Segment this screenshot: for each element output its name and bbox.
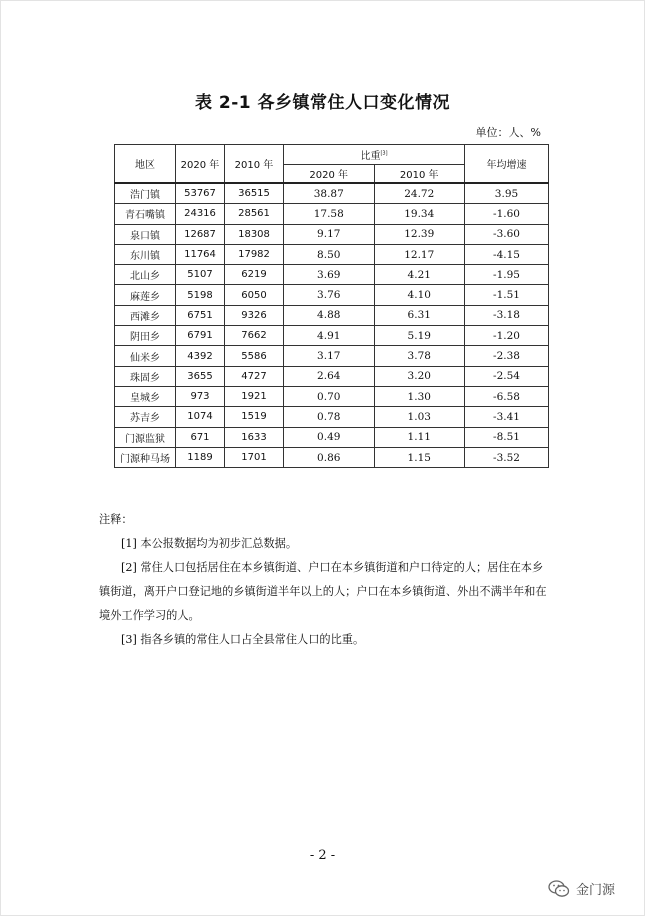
cell-ratio-2020: 9.17 xyxy=(284,224,375,244)
cell-region: 青石嘴镇 xyxy=(115,204,176,224)
cell-growth: -8.51 xyxy=(465,427,549,447)
cell-region: 麻莲乡 xyxy=(115,285,176,305)
cell-region: 门源种马场 xyxy=(115,447,176,467)
cell-region: 苏吉乡 xyxy=(115,407,176,427)
notes xyxy=(99,508,554,652)
table-row xyxy=(115,326,549,346)
table-row xyxy=(115,366,549,386)
cell-pop-2020: 6751 xyxy=(176,305,225,325)
cell-pop-2020: 1189 xyxy=(176,447,225,467)
cell-ratio-2010: 1.30 xyxy=(374,386,465,406)
table-row xyxy=(115,265,549,285)
cell-region: 珠固乡 xyxy=(115,366,176,386)
cell-ratio-2020: 2.64 xyxy=(284,366,375,386)
brand-watermark xyxy=(548,879,615,898)
cell-pop-2020: 973 xyxy=(176,386,225,406)
cell-ratio-2010: 1.03 xyxy=(374,407,465,427)
cell-ratio-2010: 12.39 xyxy=(374,224,465,244)
cell-ratio-2020: 4.91 xyxy=(284,326,375,346)
cell-pop-2020: 24316 xyxy=(176,204,225,224)
note-2: [2] 常住人口包括居住在本乡镇街道、户口在本乡镇街道和户口待定的人；居住在本乡镇街道，离开户口登记地的乡镇街道半年以上的人；户口在本乡镇街道、外出不满半年和在境外工作学习的人。 xyxy=(99,561,547,622)
header-2010: 2010 年 xyxy=(225,145,284,184)
cell-pop-2020: 6791 xyxy=(176,326,225,346)
cell-ratio-2020: 4.88 xyxy=(284,305,375,325)
cell-ratio-2010: 12.17 xyxy=(374,244,465,264)
cell-ratio-2010: 3.78 xyxy=(374,346,465,366)
cell-ratio-2010: 4.21 xyxy=(374,265,465,285)
table-row xyxy=(115,224,549,244)
cell-growth: -3.52 xyxy=(465,447,549,467)
cell-pop-2010: 6219 xyxy=(225,265,284,285)
cell-ratio-2020: 0.78 xyxy=(284,407,375,427)
cell-ratio-2020: 8.50 xyxy=(284,244,375,264)
cell-region: 泉口镇 xyxy=(115,224,176,244)
cell-pop-2010: 9326 xyxy=(225,305,284,325)
population-table xyxy=(114,144,549,468)
cell-ratio-2010: 1.15 xyxy=(374,447,465,467)
cell-growth: -2.38 xyxy=(465,346,549,366)
cell-region: 门源监狱 xyxy=(115,427,176,447)
cell-ratio-2020: 0.86 xyxy=(284,447,375,467)
cell-pop-2020: 5198 xyxy=(176,285,225,305)
cell-pop-2020: 11764 xyxy=(176,244,225,264)
table-body xyxy=(115,183,549,468)
cell-growth: -1.95 xyxy=(465,265,549,285)
header-region: 地区 xyxy=(115,145,176,184)
header-ratio xyxy=(284,145,465,165)
cell-ratio-2020: 38.87 xyxy=(284,183,375,204)
table-row xyxy=(115,407,549,427)
cell-growth: -3.60 xyxy=(465,224,549,244)
cell-growth: -4.15 xyxy=(465,244,549,264)
note-3: [3] 指各乡镇的常住人口占全县常住人口的比重。 xyxy=(121,633,365,646)
table-title: 表 2-1 各乡镇常住人口变化情况 xyxy=(194,93,451,113)
table-row xyxy=(115,244,549,264)
page-number: - 2 - xyxy=(309,848,336,863)
cell-pop-2010: 1519 xyxy=(225,407,284,427)
cell-pop-2010: 28561 xyxy=(225,204,284,224)
cell-region: 阴田乡 xyxy=(115,326,176,346)
cell-ratio-2010: 5.19 xyxy=(374,326,465,346)
cell-ratio-2020: 0.70 xyxy=(284,386,375,406)
notes-label: 注释： xyxy=(99,513,133,526)
header-ratio-label: 比重 xyxy=(360,151,381,162)
cell-pop-2020: 1074 xyxy=(176,407,225,427)
table-row xyxy=(115,386,549,406)
cell-pop-2020: 12687 xyxy=(176,224,225,244)
cell-growth: 3.95 xyxy=(465,183,549,204)
table-row xyxy=(115,204,549,224)
cell-pop-2010: 6050 xyxy=(225,285,284,305)
cell-growth: -1.51 xyxy=(465,285,549,305)
cell-pop-2010: 7662 xyxy=(225,326,284,346)
cell-pop-2010: 36515 xyxy=(225,183,284,204)
cell-region: 仙米乡 xyxy=(115,346,176,366)
cell-ratio-2010: 6.31 xyxy=(374,305,465,325)
header-growth: 年均增速 xyxy=(465,145,549,184)
cell-pop-2020: 5107 xyxy=(176,265,225,285)
table-row xyxy=(115,305,549,325)
cell-ratio-2020: 3.69 xyxy=(284,265,375,285)
cell-pop-2010: 18308 xyxy=(225,224,284,244)
cell-region: 东川镇 xyxy=(115,244,176,264)
cell-growth: -1.60 xyxy=(465,204,549,224)
cell-pop-2020: 671 xyxy=(176,427,225,447)
wechat-icon xyxy=(548,880,570,898)
unit-label: 单位：人、% xyxy=(475,126,541,139)
table-row xyxy=(115,346,549,366)
cell-pop-2020: 4392 xyxy=(176,346,225,366)
cell-growth: -3.41 xyxy=(465,407,549,427)
table-row xyxy=(115,285,549,305)
cell-ratio-2020: 3.17 xyxy=(284,346,375,366)
header-2020: 2020 年 xyxy=(176,145,225,184)
cell-pop-2010: 5586 xyxy=(225,346,284,366)
cell-ratio-2020: 17.58 xyxy=(284,204,375,224)
header-ratio-note: [3] xyxy=(380,150,388,157)
cell-region: 浩门镇 xyxy=(115,183,176,204)
cell-pop-2010: 17982 xyxy=(225,244,284,264)
cell-pop-2020: 3655 xyxy=(176,366,225,386)
cell-growth: -3.18 xyxy=(465,305,549,325)
cell-region: 西滩乡 xyxy=(115,305,176,325)
cell-ratio-2010: 19.34 xyxy=(374,204,465,224)
cell-ratio-2020: 3.76 xyxy=(284,285,375,305)
table-row xyxy=(115,427,549,447)
cell-region: 皇城乡 xyxy=(115,386,176,406)
cell-region: 北山乡 xyxy=(115,265,176,285)
brand-name: 金门源 xyxy=(576,883,616,898)
cell-ratio-2020: 0.49 xyxy=(284,427,375,447)
cell-ratio-2010: 24.72 xyxy=(374,183,465,204)
cell-ratio-2010: 4.10 xyxy=(374,285,465,305)
cell-pop-2010: 1921 xyxy=(225,386,284,406)
cell-growth: -1.20 xyxy=(465,326,549,346)
cell-growth: -2.54 xyxy=(465,366,549,386)
cell-pop-2010: 1633 xyxy=(225,427,284,447)
cell-pop-2010: 1701 xyxy=(225,447,284,467)
header-ratio-2020: 2020 年 xyxy=(284,165,375,184)
cell-pop-2010: 4727 xyxy=(225,366,284,386)
cell-pop-2020: 53767 xyxy=(176,183,225,204)
header-ratio-2010: 2010 年 xyxy=(374,165,465,184)
cell-ratio-2010: 3.20 xyxy=(374,366,465,386)
cell-ratio-2010: 1.11 xyxy=(374,427,465,447)
table-row xyxy=(115,447,549,467)
cell-growth: -6.58 xyxy=(465,386,549,406)
note-1: [1] 本公报数据均为初步汇总数据。 xyxy=(121,537,298,550)
table-row xyxy=(115,183,549,204)
